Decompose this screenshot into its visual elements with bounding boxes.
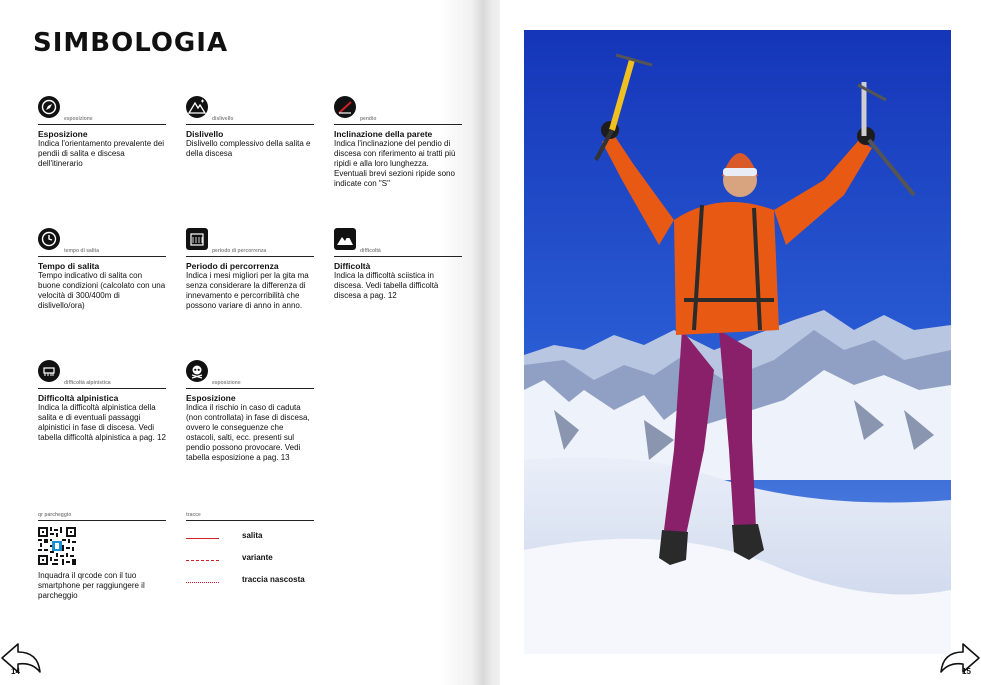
symbol-title: Esposizione: [38, 129, 88, 139]
symbol-description: Indica la difficoltà sciistica in discesa. Vedi tabella difficoltà discesa a pag. 12: [334, 271, 439, 300]
symbol-difficulty: difficoltà Difficoltà Indica la difficoltà sciistica in discesa. Vedi tabella difficoltà discesa a pag. 12: [334, 228, 462, 301]
mountain-elevation-icon: [186, 96, 208, 118]
next-page-arrow-icon[interactable]: [937, 638, 981, 678]
track-line-dotted: [186, 582, 219, 583]
symbol-exposure: esposizione Esposizione Indica l'orientamento prevalente dei pendii di salita e discesa dell'itinerario: [38, 96, 166, 169]
page-title: SIMBOLOGIA: [33, 28, 229, 58]
track-line-solid: [186, 538, 219, 539]
track-label: variante: [242, 553, 273, 562]
symbol-description: Indica l'orientamento prevalente dei pendii di salita e discesa dell'itinerario: [38, 139, 165, 168]
summit-photo: [524, 30, 951, 654]
symbol-description: Tempo indicativo di salita con buone condizioni (calcolato con una velocità di 300/400m di dislivello/ora): [38, 271, 166, 310]
symbol-title: Periodo di percorrenza: [186, 261, 279, 271]
page-number-left: 14: [11, 667, 20, 676]
symbol-description: Indica la difficoltà alpinistica della salita e di eventuali passaggi alpinistici in fase di discesa. Vedi tabella difficoltà alpinistica a pag. 12: [38, 403, 166, 442]
symbol-slope: pendio Inclinazione della parete Indica l'inclinazione del pendio di discesa con riferimento ai tratti più ripidi e alla loro lunghezza. Eventuali brevi sezioni ripide sono indicate con "S": [334, 96, 462, 189]
calendar-icon: [186, 228, 208, 250]
qr-description: Inquadra il qrcode con il tuo smartphone per raggiungere il parcheggio: [38, 571, 145, 600]
symbol-qr-parking: qr parcheggio Inquadra il qrcode con il tuo smartphone per raggiungere il parcheggio: [38, 492, 166, 601]
symbol-title: Esposizione: [186, 393, 236, 403]
page-number-right: 15: [962, 667, 971, 676]
symbol-climbing-difficulty: difficoltà alpinistica Difficoltà alpinistica Indica la difficoltà alpinistica della salita e di eventuali passaggi alpinistici in fase di discesa. Vedi tabella difficoltà alpinistica a pag. 12: [38, 360, 166, 443]
symbol-title: Difficoltà alpinistica: [38, 393, 119, 403]
symbol-description: Dislivello complessivo della salita e della discesa: [186, 139, 311, 158]
symbol-elevation: dislivello Dislivello Dislivello complessivo della salita e della discesa: [186, 96, 314, 159]
symbol-title: Inclinazione della parete: [334, 129, 433, 139]
symbol-ascent-time: tempo di salita Tempo di salita Tempo indicativo di salita con buone condizioni (calcolato con una velocità di 300/400m di dislivello/ora): [38, 228, 166, 311]
slope-angle-icon: [334, 96, 356, 118]
tracks-legend: tracce salita variante traccia nascosta: [186, 492, 314, 591]
symbol-season: periodo di percorrenza Periodo di percorrenza Indica i mesi migliori per la gita ma senza considerare la differenza di innevamento e percorribilità che possono variare di anno in anno.: [186, 228, 314, 311]
symbol-description: Indica il rischio in caso di caduta (non controllata) in fase di discesa, ovvero le conseguenze che ostacoli, salti, ecc. presenti sul pendio possono provocare. Vedi tabella esposizione a pag. 13: [186, 403, 310, 462]
crampon-icon: [38, 360, 60, 382]
symbol-title: Tempo di salita: [38, 261, 100, 271]
track-label: traccia nascosta: [242, 575, 305, 584]
symbol-title: Difficoltà: [334, 261, 371, 271]
previous-page-arrow-icon[interactable]: [0, 638, 44, 678]
clock-icon: [38, 228, 60, 250]
symbol-exposure-risk: esposizione Esposizione Indica il rischio in caso di caduta (non controllata) in fase di discesa, ovvero le conseguenze che ostacoli, salti, ecc. presenti sul pendio possono provocare. Vedi tabella esposizione a pag. 13: [186, 360, 314, 463]
compass-icon: [38, 96, 60, 118]
symbol-description: Indica l'inclinazione del pendio di discesa con riferimento ai tratti più ripidi e alla loro lunghezza. Eventuali brevi sezioni ripide sono indicate con "S": [334, 139, 456, 188]
track-label: salita: [242, 531, 263, 540]
symbol-description: Indica i mesi migliori per la gita ma senza considerare la differenza di innevamento e percorribilità che possono variare di anno in anno.: [186, 271, 309, 310]
track-line-dashed: [186, 560, 219, 561]
mountain-difficulty-icon: [334, 228, 356, 250]
qr-code-icon: [38, 527, 76, 565]
symbol-title: Dislivello: [186, 129, 224, 139]
skull-icon: [186, 360, 208, 382]
